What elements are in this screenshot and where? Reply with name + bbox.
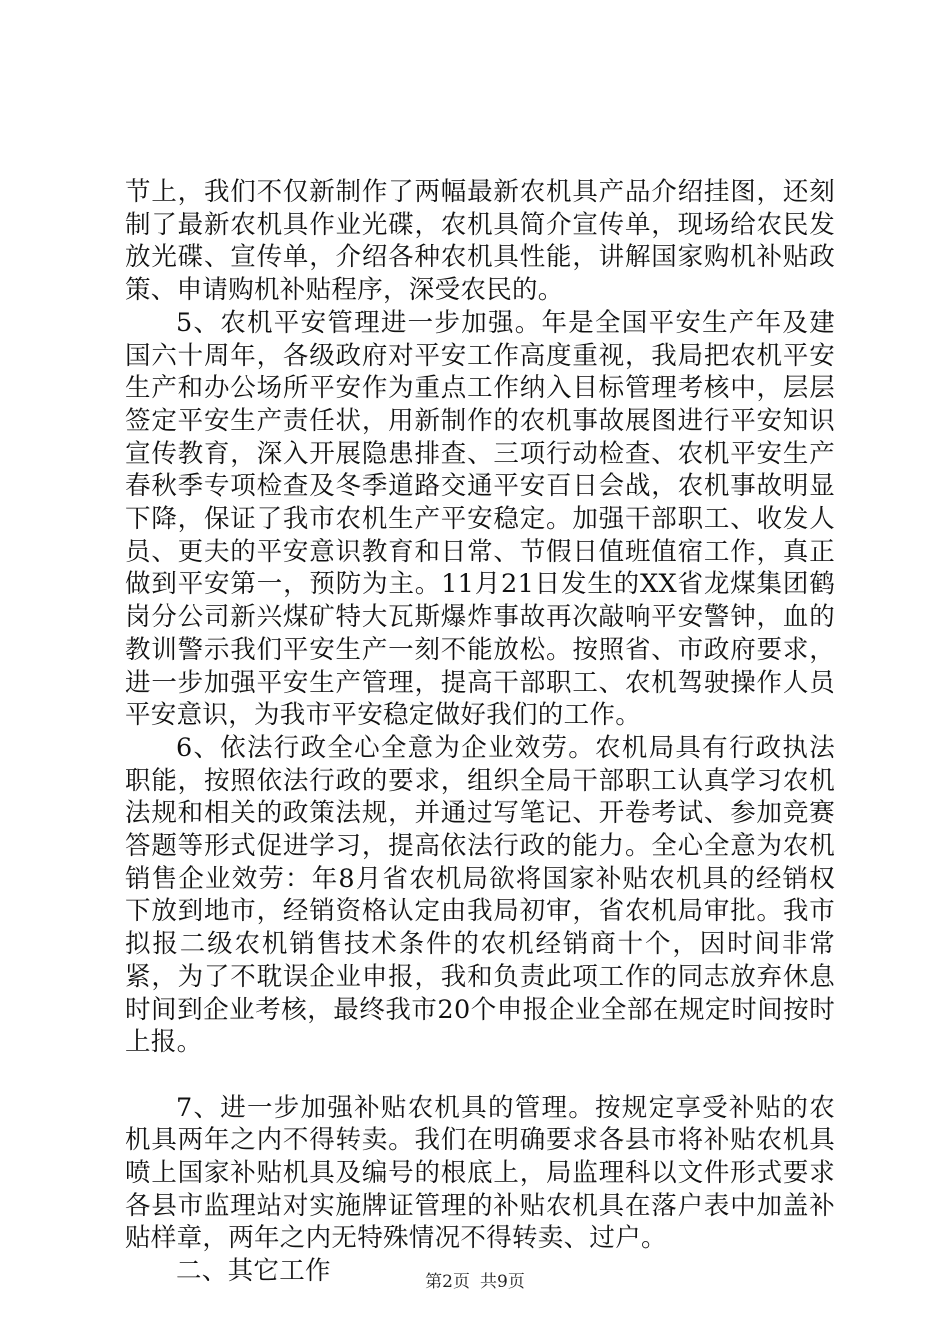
paragraph-item-5: 5、农机平安管理进一步加强。年是全国平安生产年及建国六十周年，各级政府对平安工作高度重视，我局把农机平安生产和办公场所平安作为重点工作纳入目标管理考核中，层层签定平安生产责任状，用新制作的农机事故展图进行平安知识宣传教育，深入开展隐患排查、三项行动检查、农机平安生产春秋季专项检查及冬季道路交通平安百日会战，农机事故明显下降，保证了我市农机生产平安稳定。加强干部职工、收发人员、更夫的平安意识教育和日常、节假日值班值宿工作，真正做到平安第一，预防为主。11月21日发生的XX省龙煤集团鹤岗分公司新兴煤矿特大瓦斯爆炸事故再次敲响平安警钟，血的教训警示我们平安生产一刻不能放松。按照省、市政府要求，进一步加强平安生产管理，提高干部职工、农机驾驶操作人员平安意识，为我市平安稳定做好我们的工作。 — [125, 307, 835, 731]
page-number: 第2页 — [425, 1272, 470, 1292]
section-heading: 二、其它工作 — [176, 1256, 331, 1287]
document-body — [125, 176, 835, 1288]
page-total: 共9页 — [480, 1272, 525, 1292]
paragraph-gap — [125, 1059, 835, 1092]
paragraph-continuation: 节上，我们不仅新制作了两幅最新农机具产品介绍挂图，还刻制了最新农机具作业光碟，农机具简介宣传单，现场给农民发放光碟、宣传单，介绍各种农机具性能，讲解国家购机补贴政策、申请购机补贴程序，深受农民的。 — [125, 177, 835, 306]
page-footer — [0, 1271, 950, 1293]
paragraph-item-6: 6、依法行政全心全意为企业效劳。农机局具有行政执法职能，按照依法行政的要求，组织全局干部职工认真学习农机法规和相关的政策法规，并通过写笔记、开卷考试、参加竞赛答题等形式促进学习，提高依法行政的能力。全心全意为农机销售企业效劳：年8月省农机局欲将国家补贴农机具的经销权下放到地市，经销资格认定由我局初审，省农机局审批。我市拟报二级农机销售技术条件的农机经销商十个，因时间非常紧，为了不耽误企业申报，我和负责此项工作的同志放弃休息时间到企业考核，最终我市20个申报企业全部在规定时间按时上报。 — [125, 732, 835, 1058]
paragraph-item-7: 7、进一步加强补贴农机具的管理。按规定享受补贴的农机具两年之内不得转卖。我们在明确要求各县市将补贴农机具喷上国家补贴机具及编号的根底上，局监理科以文件形式要求各县市监理站对实施牌证管理的补贴农机具在落户表中加盖补贴样章，两年之内无特殊情况不得转卖、过户。 — [125, 1092, 835, 1254]
